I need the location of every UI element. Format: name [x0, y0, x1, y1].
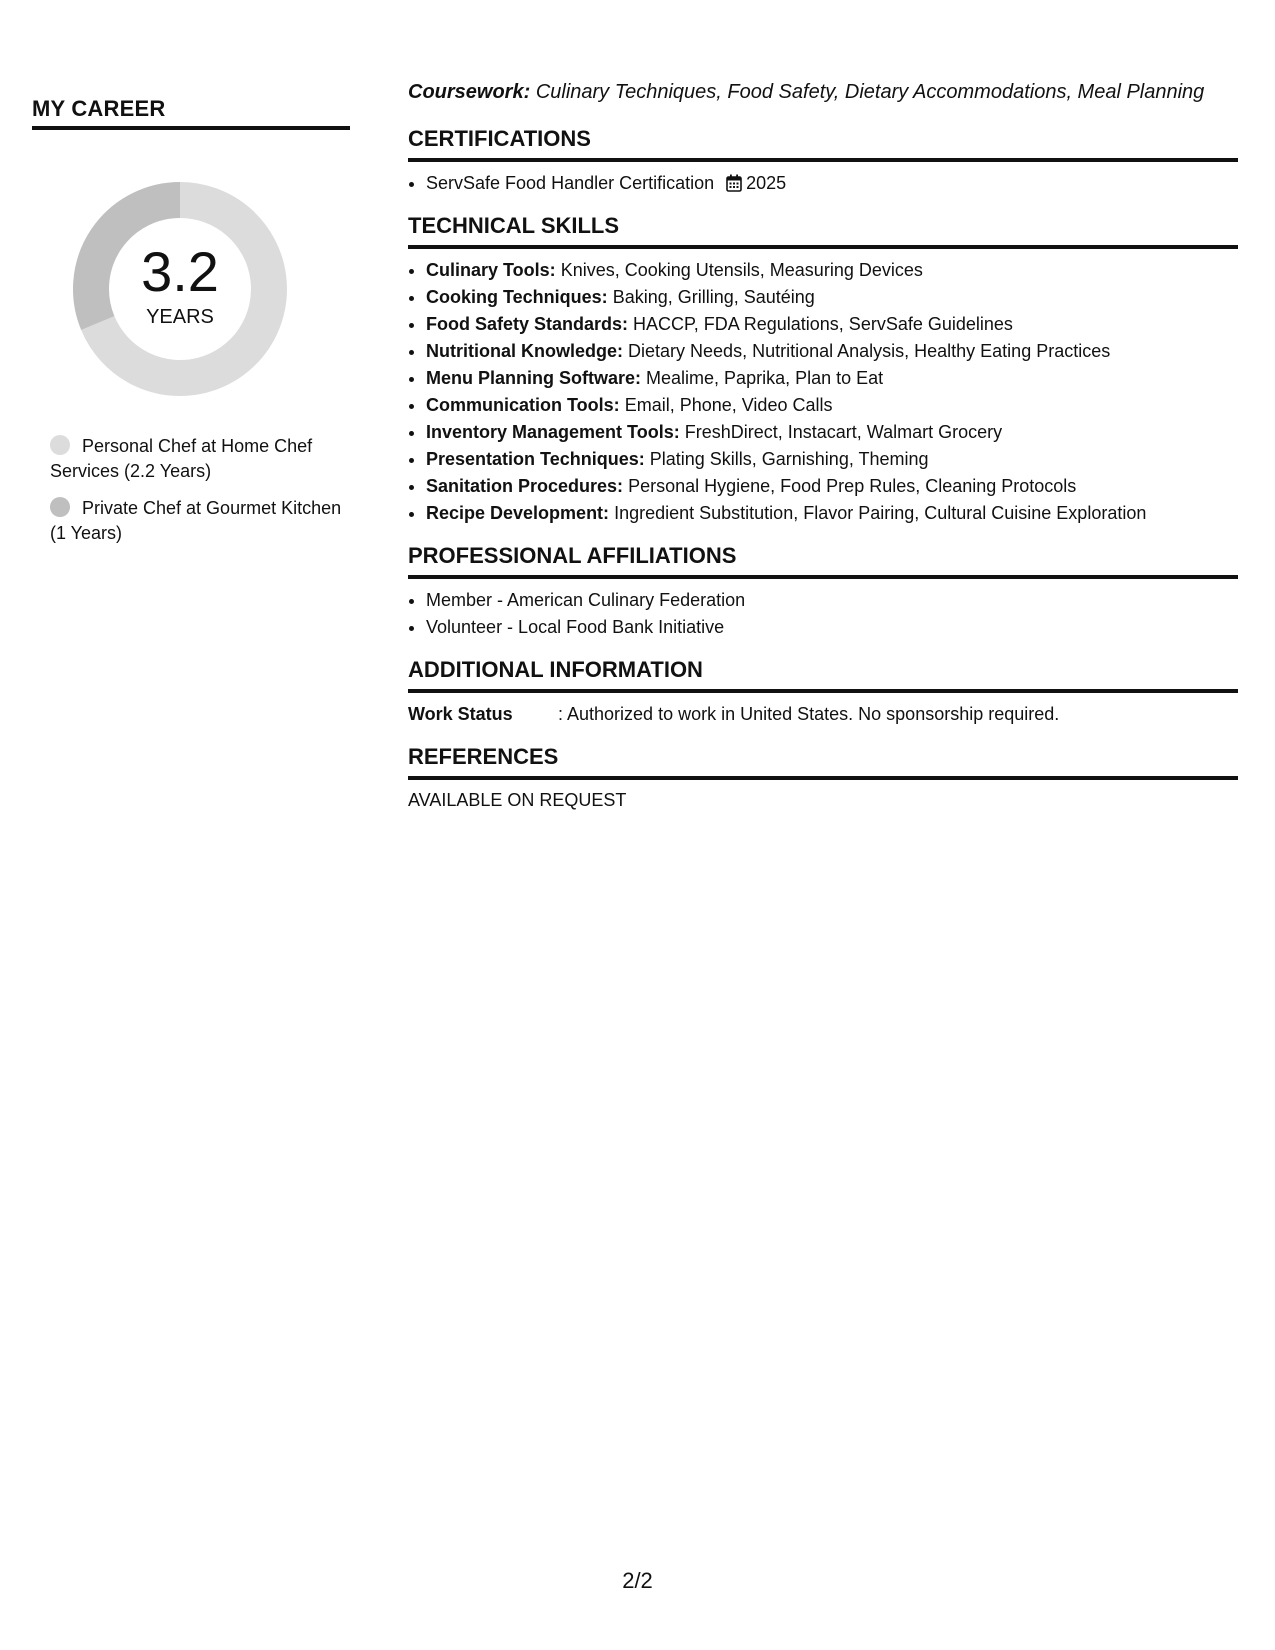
skill-label: Culinary Tools: [426, 260, 556, 280]
list-item: • Volunteer - Local Food Bank Initiative [426, 614, 1238, 641]
skill-value: Mealime, Paprika, Plan to Eat [646, 368, 884, 388]
certifications-title: CERTIFICATIONS [408, 124, 1238, 162]
list-item [426, 500, 1238, 527]
skill-value: FreshDirect, Instacart, Walmart Grocery [684, 422, 1003, 442]
skill-label: Menu Planning Software: [426, 368, 642, 388]
skill-value: Email, Phone, Video Calls [624, 395, 833, 415]
affiliations-list [408, 587, 1238, 641]
legend-dot-icon [50, 497, 70, 517]
skill-label: Presentation Techniques: [426, 449, 645, 469]
skill-label: Sanitation Procedures: [426, 476, 624, 496]
total-years-unit: YEARS [146, 305, 214, 328]
legend-label: Private Chef at Gourmet Kitchen (1 Years) [50, 498, 342, 543]
list-item [426, 392, 1238, 419]
references-title: REFERENCES [408, 742, 1238, 780]
skill-label: Nutritional Knowledge: [426, 341, 623, 361]
list-item [426, 257, 1238, 284]
total-years-value: 3.2 [141, 239, 219, 303]
certification-year: 2025 [746, 173, 787, 193]
skill-label: Inventory Management Tools: [426, 422, 680, 442]
career-legend [50, 434, 350, 546]
work-status-value: : Authorized to work in United States. No sponsorship required. [558, 704, 1060, 724]
list-item [426, 473, 1238, 500]
list-item [426, 284, 1238, 311]
skill-value: HACCP, FDA Regulations, ServSafe Guidelines [633, 314, 1013, 334]
list-item [426, 419, 1238, 446]
career-title: MY CAREER [32, 96, 350, 130]
list-item [426, 338, 1238, 365]
technical-skills-title: TECHNICAL SKILLS [408, 211, 1238, 249]
page-number: 2/2 [622, 1568, 653, 1593]
skill-value: Ingredient Substitution, Flavor Pairing, Cultural Cuisine Exploration [614, 503, 1147, 523]
affiliations-title: PROFESSIONAL AFFILIATIONS [408, 541, 1238, 579]
legend-item [50, 434, 350, 484]
skill-value: Personal Hygiene, Food Prep Rules, Cleaning Protocols [628, 476, 1077, 496]
skill-label: Communication Tools: [426, 395, 620, 415]
list-item [426, 446, 1238, 473]
legend-dot-icon [50, 435, 70, 455]
skill-value: Plating Skills, Garnishing, Theming [649, 449, 929, 469]
list-item [426, 311, 1238, 338]
references-text: AVAILABLE ON REQUEST [408, 790, 627, 810]
donut-center [65, 174, 295, 404]
list-item [426, 365, 1238, 392]
list-item: • Member - American Culinary Federation [426, 587, 1238, 614]
certifications-list [408, 170, 1238, 197]
legend-label: Personal Chef at Home Chef Services (2.2 Years) [50, 436, 313, 481]
skill-label: Recipe Development: [426, 503, 610, 523]
coursework-text: Culinary Techniques, Food Safety, Dietary Accommodations, Meal Planning [535, 81, 1205, 103]
certification-name: ServSafe Food Handler Certification [426, 173, 715, 193]
skill-value: Dietary Needs, Nutritional Analysis, Healthy Eating Practices [628, 341, 1111, 361]
work-status-row [408, 701, 1238, 728]
list-item [426, 170, 1238, 197]
technical-skills-list [408, 257, 1238, 527]
skill-value: Knives, Cooking Utensils, Measuring Devices [560, 260, 923, 280]
skill-label: Food Safety Standards: [426, 314, 629, 334]
additional-info-title: ADDITIONAL INFORMATION [408, 655, 1238, 693]
career-donut-chart [65, 174, 295, 404]
work-status-label: Work Status [408, 704, 513, 724]
coursework-line [408, 76, 1238, 108]
coursework-label: Coursework: [408, 81, 531, 103]
career-column [32, 96, 350, 558]
skill-label: Cooking Techniques: [426, 287, 608, 307]
main-column [408, 76, 1238, 811]
skill-value: Baking, Grilling, Sautéing [612, 287, 815, 307]
calendar-icon [726, 174, 742, 192]
legend-item [50, 496, 350, 546]
